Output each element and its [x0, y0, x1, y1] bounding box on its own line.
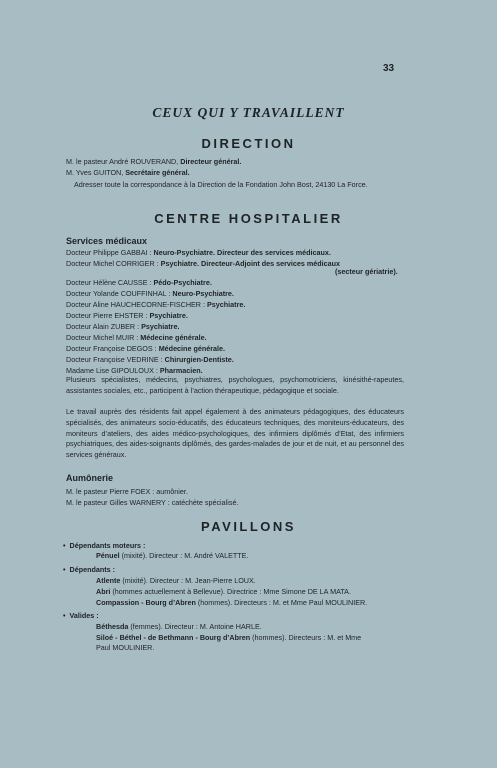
direction-note: Adresser toute la correspondance à la Direction de la Fondation John Bost, 24130 La Force.: [74, 180, 368, 189]
page-number: 33: [383, 63, 395, 74]
doctor-line: Docteur Philippe GABBAI : Neuro-Psychiatre. Directeur des services médicaux.: [66, 248, 331, 257]
staff-paragraph-1: Plusieurs spécialistes, médecins, psychiatres, psychologues, psychomotriciens, kinésithé-rapeutes, assistantes sociales, etc., participent à l’action thérapeutique, pédagogique et sociale.: [66, 375, 404, 395]
pavillon-line: Siloé - Béthel - de Bethmann - Bourg d’Abren (hommes). Directeurs : M. et Mme: [96, 633, 362, 642]
doctor-line: Docteur Pierre EHSTER : Psychiatre.: [66, 311, 188, 320]
secretary-role: Secrétaire général.: [125, 168, 190, 177]
group-label: • Dépendants :: [63, 565, 116, 574]
pavillon-line: Paul MOULINIER.: [96, 643, 155, 652]
doctor-line-suffix: (secteur gériatrie).: [335, 267, 398, 276]
pavillon-line: Atlente (mixité). Directeur : M. Jean-Pierre LOUX.: [96, 576, 256, 585]
director-role: Directeur général.: [180, 157, 242, 166]
aumonerie-line: M. le pasteur Gilles WARNERY : catéchète spécialisé.: [66, 498, 239, 507]
pavillons-heading: PAVILLONS: [201, 519, 296, 534]
doctor-line: Docteur Michel MUIR : Médecine générale.: [66, 333, 207, 342]
pavillon-line: Abri (hommes actuellement à Bellevue). Directrice : Mme Simone DE LA MATA.: [96, 587, 351, 596]
doctor-line: Docteur Françoise DEGOS : Médecine générale.: [66, 344, 225, 353]
aumonerie-line: M. le pasteur Pierre FOEX : aumônier.: [66, 487, 188, 496]
group-label: • Valides :: [63, 611, 99, 620]
direction-heading: DIRECTION: [201, 136, 296, 151]
page-title: CEUX QUI Y TRAVAILLENT: [152, 105, 345, 120]
secretary-name: M. Yves GUITON,: [66, 168, 124, 177]
pavillon-line: Béthesda (femmes). Directeur : M. Antoine HARLE.: [96, 622, 262, 631]
doctor-line: Docteur Alain ZUBER : Psychiatre.: [66, 322, 180, 331]
doctor-line: Docteur Aline HAUCHECORNE-FISCHER : Psychiatre.: [66, 300, 246, 309]
doctor-line: Docteur Yolande COUFFINHAL : Neuro-Psychiatre.: [66, 289, 234, 298]
doctor-line: Docteur Hélène CAUSSE : Pédo-Psychiatre.: [66, 278, 212, 287]
services-heading: Services médicaux: [66, 236, 148, 246]
doctor-line: Madame Lise GIPOULOUX : Pharmacien.: [66, 366, 203, 375]
director-name: M. le pasteur André ROUVERAND,: [66, 157, 179, 166]
direction-line-2: [66, 168, 190, 177]
aumonerie-heading: Aumônerie: [66, 473, 114, 483]
doctor-line: Docteur Michel CORRIGER : Psychiatre. Directeur-Adjoint des services médicaux: [66, 259, 341, 268]
group-label: • Dépendants moteurs :: [63, 541, 146, 550]
staff-paragraph-2: Le travail auprès des résidents fait appel également à des animateurs pédagogiques, des éducateurs spécialisés, des animateurs socio-éducatifs, des éducateurs techniques, des moniteurs-éducateurs, des moniteurs d’ateliers, des aides médico-psychologiques, des infirmiers diplômés d’Etat, des infirmiers psychiatriques, des aides-soignants diplômés, des gardes-malades de jour et de nuit, et au personnel des services généraux.: [66, 407, 404, 460]
doctor-line: Docteur Françoise VEDRINE : Chirurgien-Dentiste.: [66, 355, 234, 364]
pavillon-line: Pénuel (mixité). Directeur : M. André VALETTE.: [96, 551, 249, 560]
centre-heading: CENTRE HOSPITALIER: [154, 211, 343, 226]
direction-line-1: [66, 157, 241, 166]
pavillon-line: Compassion - Bourg d’Abren (hommes). Directeurs : M. et Mme Paul MOULINIER.: [96, 598, 368, 607]
